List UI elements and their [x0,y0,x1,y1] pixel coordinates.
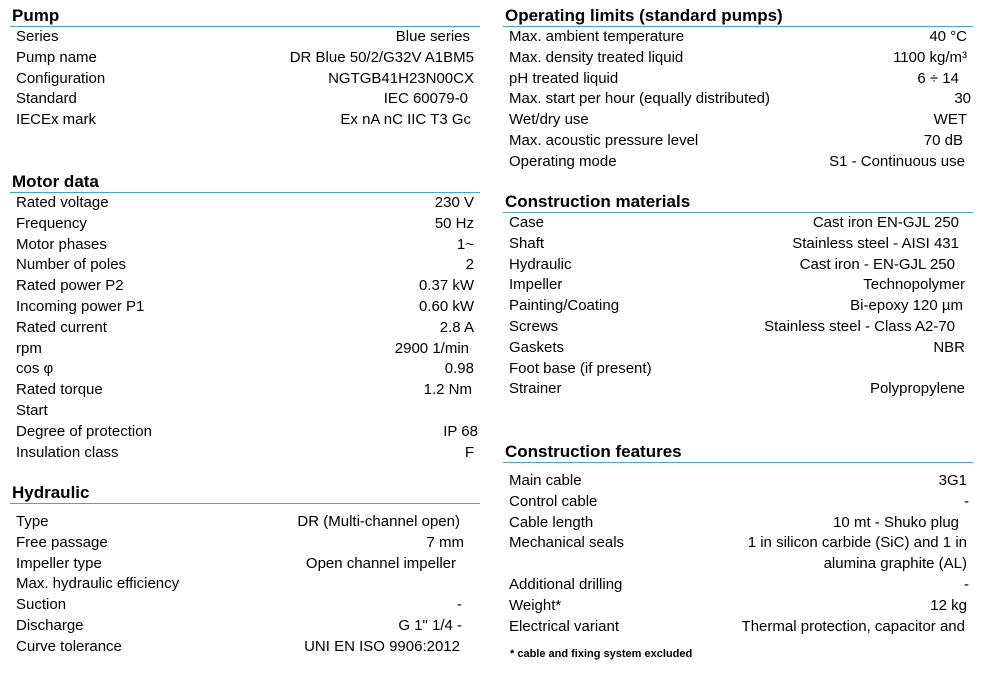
spec-row [16,235,480,256]
spec-label: Impeller type [16,554,102,572]
spec-label: Rated current [16,318,107,336]
spec-row [16,48,480,69]
spec-label: Weight* [509,596,562,614]
spec-row [16,255,480,276]
spec-row [509,131,973,152]
spec-value: 12 kg [930,596,967,614]
spec-row [16,214,480,235]
spec-value: NBR [933,338,965,356]
spec-row [509,359,973,380]
spec-value: Cast iron - EN-GJL 250 [799,255,955,273]
section-title-motor: Motor data [10,172,480,193]
spec-label: Main cable [509,472,582,489]
spec-label: Wet/dry use [509,111,589,129]
spec-row [16,595,480,616]
spec-label: Max. acoustic pressure level [509,131,699,149]
spec-value: Ex nA nC IIC T3 Gc [340,111,471,129]
spec-row [509,275,973,296]
spec-value: 50 Hz [434,214,474,232]
spec-row [509,617,973,638]
spec-value: Bi-epoxy 120 µm [850,297,963,315]
spec-row [509,317,973,338]
spec-value: IEC 60079-0 [383,90,468,108]
spec-value: F [464,443,474,461]
spec-row [509,27,973,48]
spec-value: - [964,492,969,510]
spec-value: Thermal protection, capacitor and [741,617,965,635]
spec-label: Rated torque [16,381,103,399]
spec-label: Electrical variant [509,617,620,635]
spec-value: 40 °C [929,28,967,45]
spec-label: Rated power P2 [16,277,124,295]
spec-label: Free passage [16,533,108,551]
spec-value: 1100 kg/m³ [893,48,967,66]
spec-label: Configuration [16,69,106,87]
spec-value: 1 in silicon carbide (SiC) and 1 in alumina graphite (AL) [747,534,967,573]
spec-row [16,422,480,443]
spec-label: Shaft [509,234,545,252]
spec-label: Cable length [509,513,594,531]
spec-label: Painting/Coating [509,297,620,315]
spec-row [509,575,973,596]
spec-row [16,318,480,339]
spec-row [16,554,480,575]
spec-value: Open channel impeller [305,554,456,572]
spec-row [16,443,480,464]
spec-row [16,380,480,401]
section-title-pump: Pump [10,6,480,27]
section-title-features: Construction features [503,442,973,463]
motor-rows [10,193,480,463]
spec-value: DR (Multi-channel open) [297,513,460,530]
spec-label: Control cable [509,492,598,510]
spec-label: Frequency [16,214,87,232]
spec-value: 1.2 Nm [423,381,472,399]
spec-label: Curve tolerance [16,637,122,655]
spec-value: Stainless steel - AISI 431 [792,234,959,252]
spec-value: Stainless steel - Class A2-70 [764,317,955,335]
spec-value: IP 68 [443,422,478,440]
spec-label: Motor phases [16,235,107,253]
spec-row [509,296,973,317]
spec-row [509,492,973,513]
spec-value: G 1" 1/4 - [398,616,462,634]
spec-value: 2.8 A [439,318,474,336]
spec-row [16,616,480,637]
spec-row [16,533,480,554]
spec-row [16,27,480,48]
spec-label: Gaskets [509,338,565,356]
spec-value: Cast iron EN-GJL 250 [812,214,959,231]
spec-value: 2 [465,256,474,274]
spec-label: Additional drilling [509,575,623,593]
spec-label: Impeller [509,276,563,294]
spec-label: Case [509,214,545,231]
motor-section [10,172,480,463]
spec-label: Series [16,28,59,45]
spec-row [16,110,480,131]
spec-label: Number of poles [16,256,127,274]
spec-label: Rated voltage [16,194,109,211]
footnote: * cable and fixing system excluded [510,648,693,660]
spec-row [16,512,480,533]
section-title-materials: Construction materials [503,192,973,213]
materials-section [503,192,973,400]
spec-value: 30 [954,90,971,108]
section-title-hydraulic: Hydraulic [10,483,480,504]
spec-value: Polypropylene [869,380,965,398]
spec-row [16,89,480,110]
spec-value: - [964,575,969,593]
spec-label: pH treated liquid [509,69,619,87]
spec-label: Incoming power P1 [16,297,145,315]
hydraulic-section [10,483,480,658]
spec-value: 2900 1/min [394,339,469,357]
spec-row [509,338,973,359]
spec-label: Suction [16,596,67,614]
spec-value: WET [933,111,967,129]
spec-row [509,596,973,617]
spec-label: Type [16,513,49,530]
spec-value: - [457,596,462,614]
spec-label: Insulation class [16,443,119,461]
spec-label: Max. start per hour (equally distributed) [509,90,770,108]
spec-value: 70 dB [923,131,963,149]
spec-row [509,471,973,492]
spec-row [16,276,480,297]
hydraulic-rows [10,504,480,658]
spec-label: cos φ [16,360,54,378]
spec-row [509,234,973,255]
spec-label: Mechanical seals [509,534,625,552]
spec-row [16,297,480,318]
spec-label: Max. ambient temperature [509,28,685,45]
spec-label: Discharge [16,616,84,634]
spec-row [509,152,973,173]
spec-label: IECEx mark [16,111,97,129]
spec-value: 230 V [434,194,474,211]
spec-label: Degree of protection [16,422,152,440]
spec-value: 1~ [456,235,474,253]
spec-row [16,574,480,595]
spec-row [509,110,973,131]
spec-label: Start [16,401,48,419]
spec-row [16,339,480,360]
spec-value: 10 mt - Shuko plug [833,513,959,531]
spec-row [509,48,973,69]
spec-row [16,69,480,90]
spec-value: 3G1 [938,472,967,489]
spec-label: rpm [16,339,42,357]
spec-label: Screws [509,317,559,335]
spec-row [16,359,480,380]
spec-label: Foot base (if present) [509,359,652,377]
spec-value: UNI EN ISO 9906:2012 [304,637,460,655]
pump-rows [10,27,480,131]
spec-label: Max. hydraulic efficiency [16,575,180,593]
limits-section [503,6,973,173]
features-rows [503,463,973,637]
pump-section [10,6,480,131]
spec-value: 0.37 kW [418,277,474,295]
spec-row [509,213,973,234]
spec-label: Pump name [16,48,97,66]
spec-row [16,637,480,658]
spec-value: 7 mm [426,533,464,551]
spec-row [509,89,973,110]
spec-row [509,533,973,575]
spec-value: Blue series [395,28,470,45]
limits-rows [503,27,973,173]
spec-value: 6 ÷ 14 [917,69,959,87]
spec-label: Operating mode [509,152,617,170]
spec-row [16,193,480,214]
materials-rows [503,213,973,400]
spec-label: Max. density treated liquid [509,48,684,66]
features-section [503,442,973,637]
section-title-limits: Operating limits (standard pumps) [503,6,973,27]
spec-label: Hydraulic [509,255,572,273]
spec-value: DR Blue 50/2/G32V A1BM5 [289,48,474,66]
spec-value: NGTGB41H23N00CX [328,69,474,87]
spec-value: Technopolymer [863,276,965,294]
spec-value: 0.60 kW [418,297,474,315]
spec-row [509,513,973,534]
spec-value: 0.98 [444,360,474,378]
spec-row [509,255,973,276]
spec-value: S1 - Continuous use [829,152,965,170]
spec-row [509,379,973,400]
spec-label: Standard [16,90,77,108]
spec-row [16,401,480,422]
spec-row [509,69,973,90]
spec-label: Strainer [509,380,562,398]
